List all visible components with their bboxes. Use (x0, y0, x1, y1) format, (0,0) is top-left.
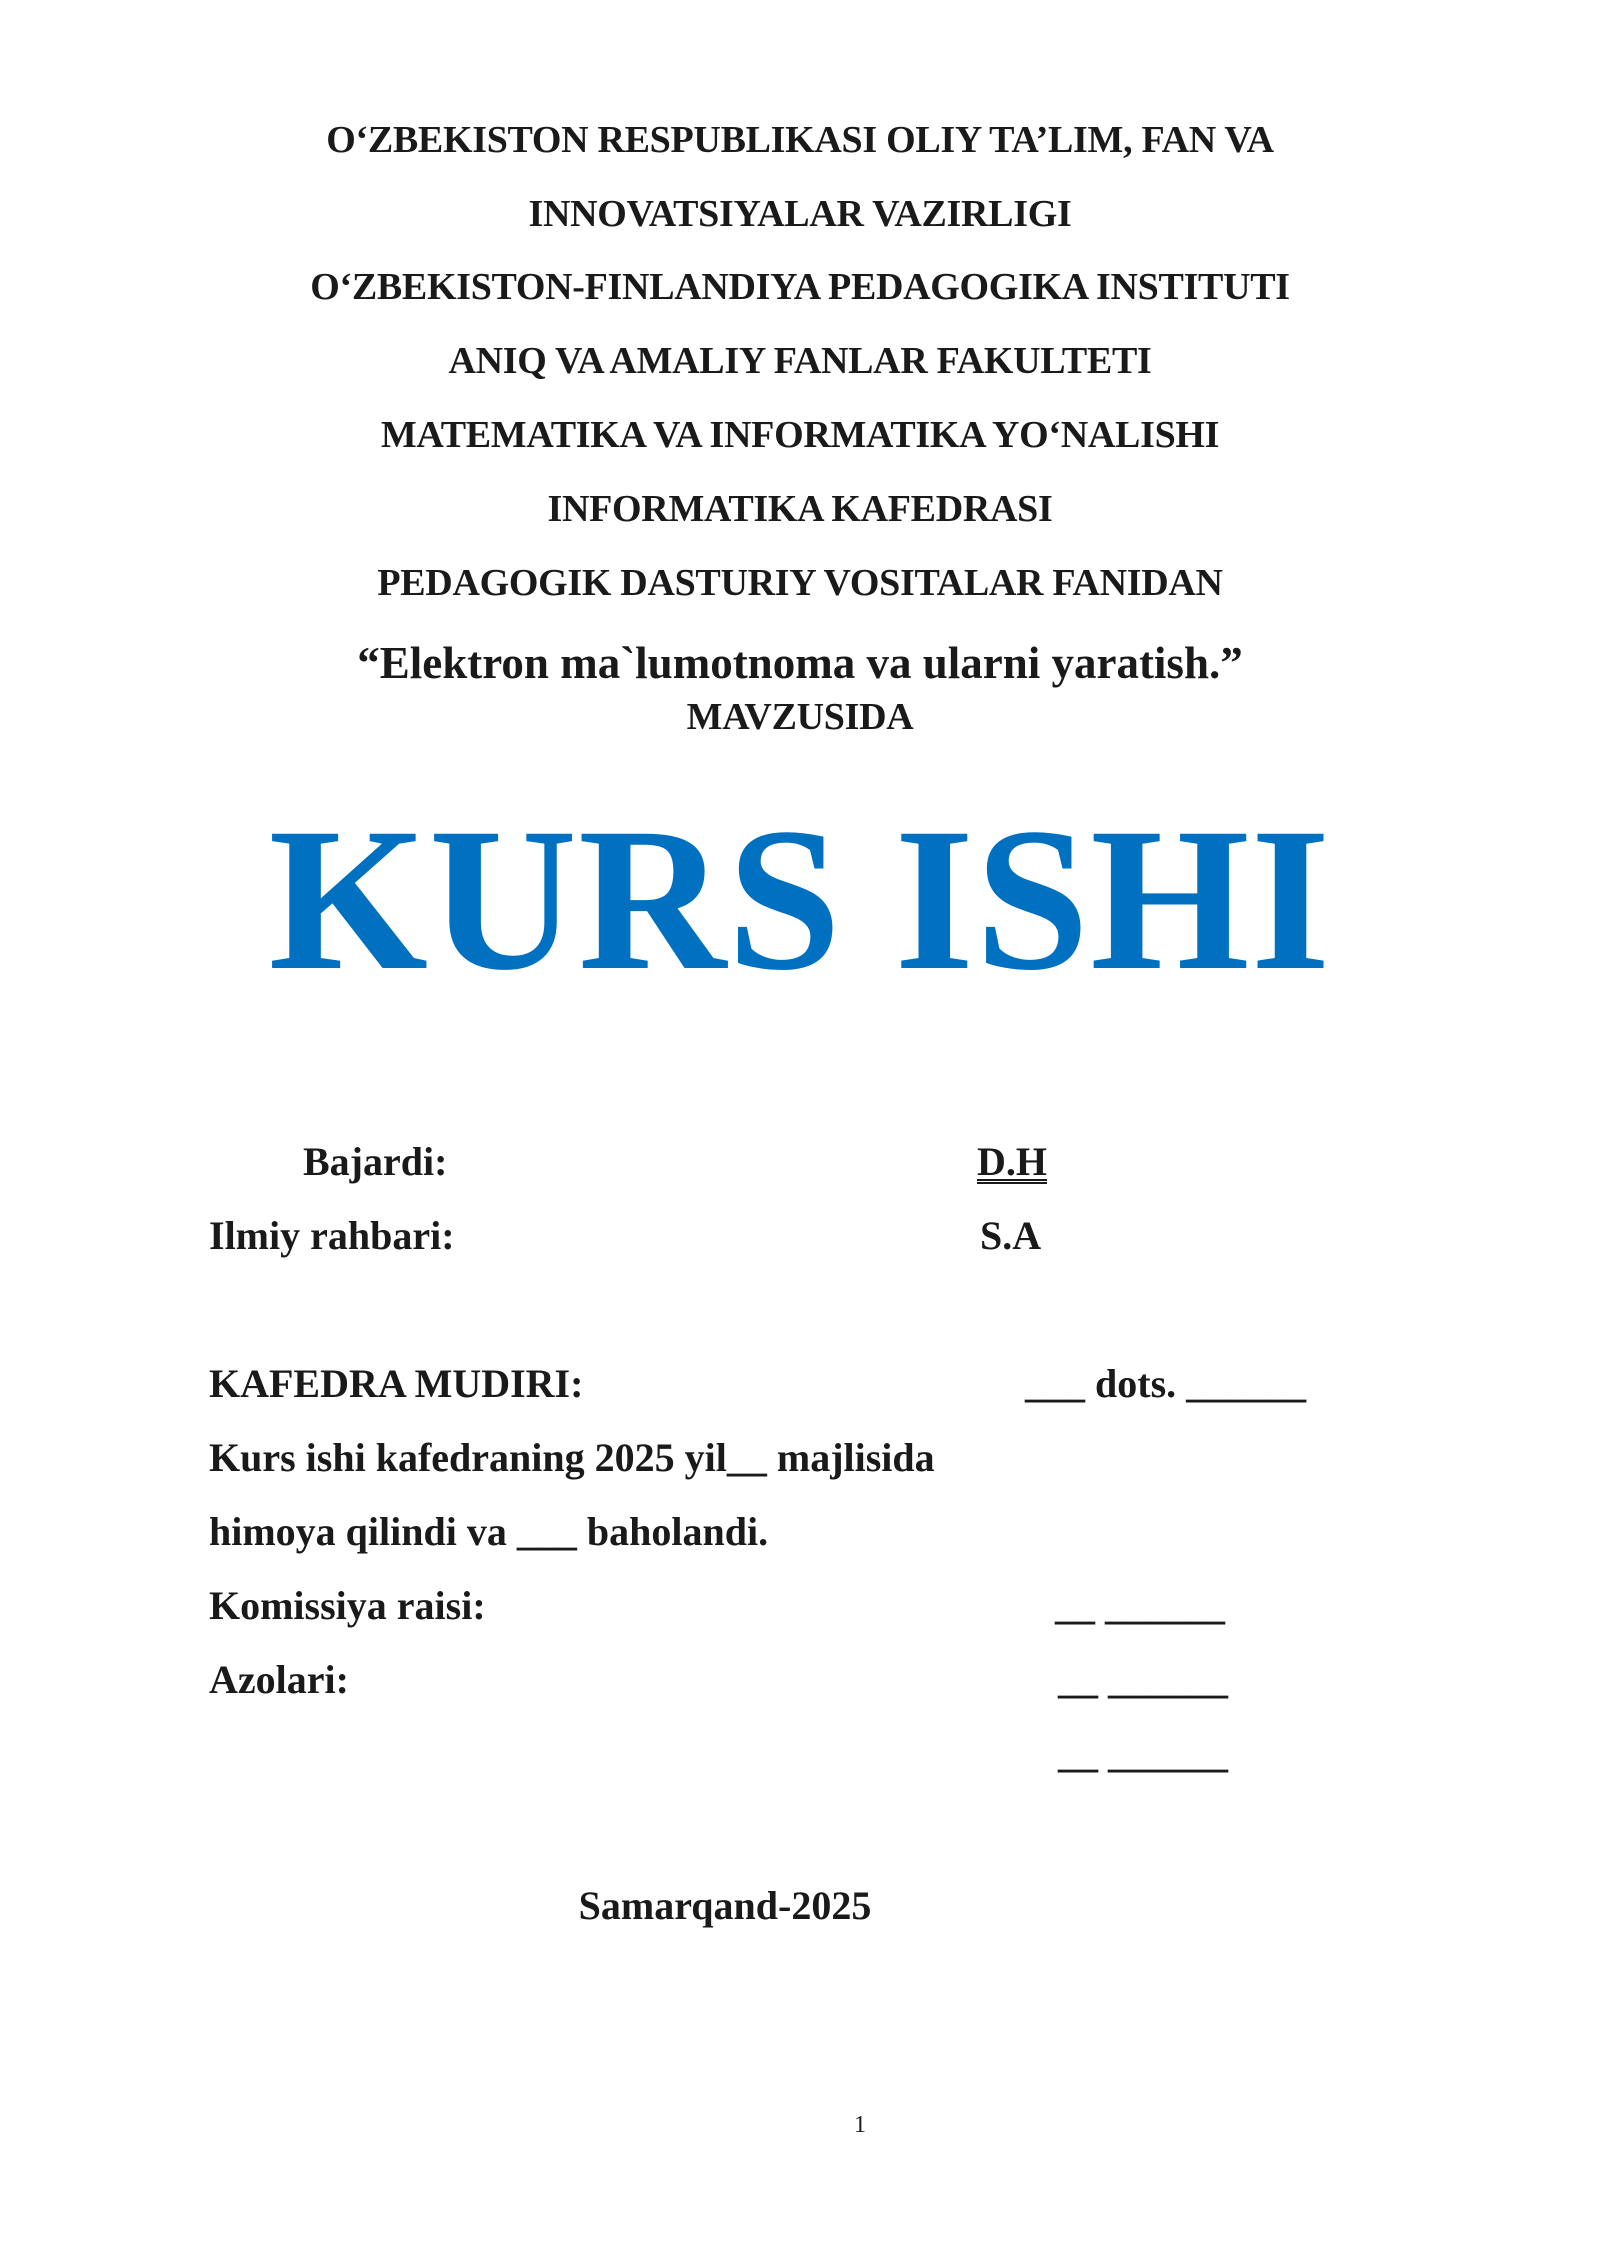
performer-value: D.H (977, 1139, 1047, 1184)
commission-chair-value: __ ______ (1055, 1583, 1225, 1628)
members-label: Azolari: (209, 1657, 349, 1702)
topic-suffix: MAVZUSIDA (686, 696, 914, 738)
subject-name: PEDAGOGIK DASTURIY VOSITALAR FANIDAN (377, 562, 1223, 604)
member-2-value: __ ______ (1058, 1731, 1228, 1776)
faculty-name: ANIQ VA AMALIY FANLAR FAKULTETI (448, 340, 1152, 382)
department-head-value: ___ dots. ______ (1025, 1361, 1307, 1406)
ministry-line-1: O‘ZBEKISTON RESPUBLIKASI OLIY TA’LIM, FAN VA (326, 119, 1274, 161)
ministry-line-2: INNOVATSIYALAR VAZIRLIGI (528, 193, 1072, 235)
department-head-label: KAFEDRA MUDIRI: (209, 1361, 584, 1406)
main-title: KURS ISHI (268, 786, 1332, 1013)
city-year: Samarqand-2025 (578, 1883, 872, 1928)
topic-title: “Elektron ma`lumotnoma va ularni yaratish.” (357, 638, 1243, 688)
supervisor-label: Ilmiy rahbari: (209, 1213, 455, 1258)
supervisor-value: S.A (980, 1213, 1042, 1258)
performer-label: Bajardi: (303, 1139, 448, 1184)
page-number: 1 (854, 2112, 866, 2138)
member-1-value: __ ______ (1058, 1657, 1228, 1702)
protocol-line-1: Kurs ishi kafedraning 2025 yil__ majlisida (209, 1435, 935, 1480)
department-name: INFORMATIKA KAFEDRASI (547, 488, 1053, 530)
commission-chair-label: Komissiya raisi: (209, 1583, 486, 1628)
protocol-line-2: himoya qilindi va ___ baholandi. (209, 1509, 769, 1554)
institute-name: O‘ZBEKISTON-FINLANDIYA PEDAGOGIKA INSTITUTI (310, 266, 1290, 308)
direction-name: MATEMATIKA VA INFORMATIKA YO‘NALISHI (380, 414, 1220, 456)
